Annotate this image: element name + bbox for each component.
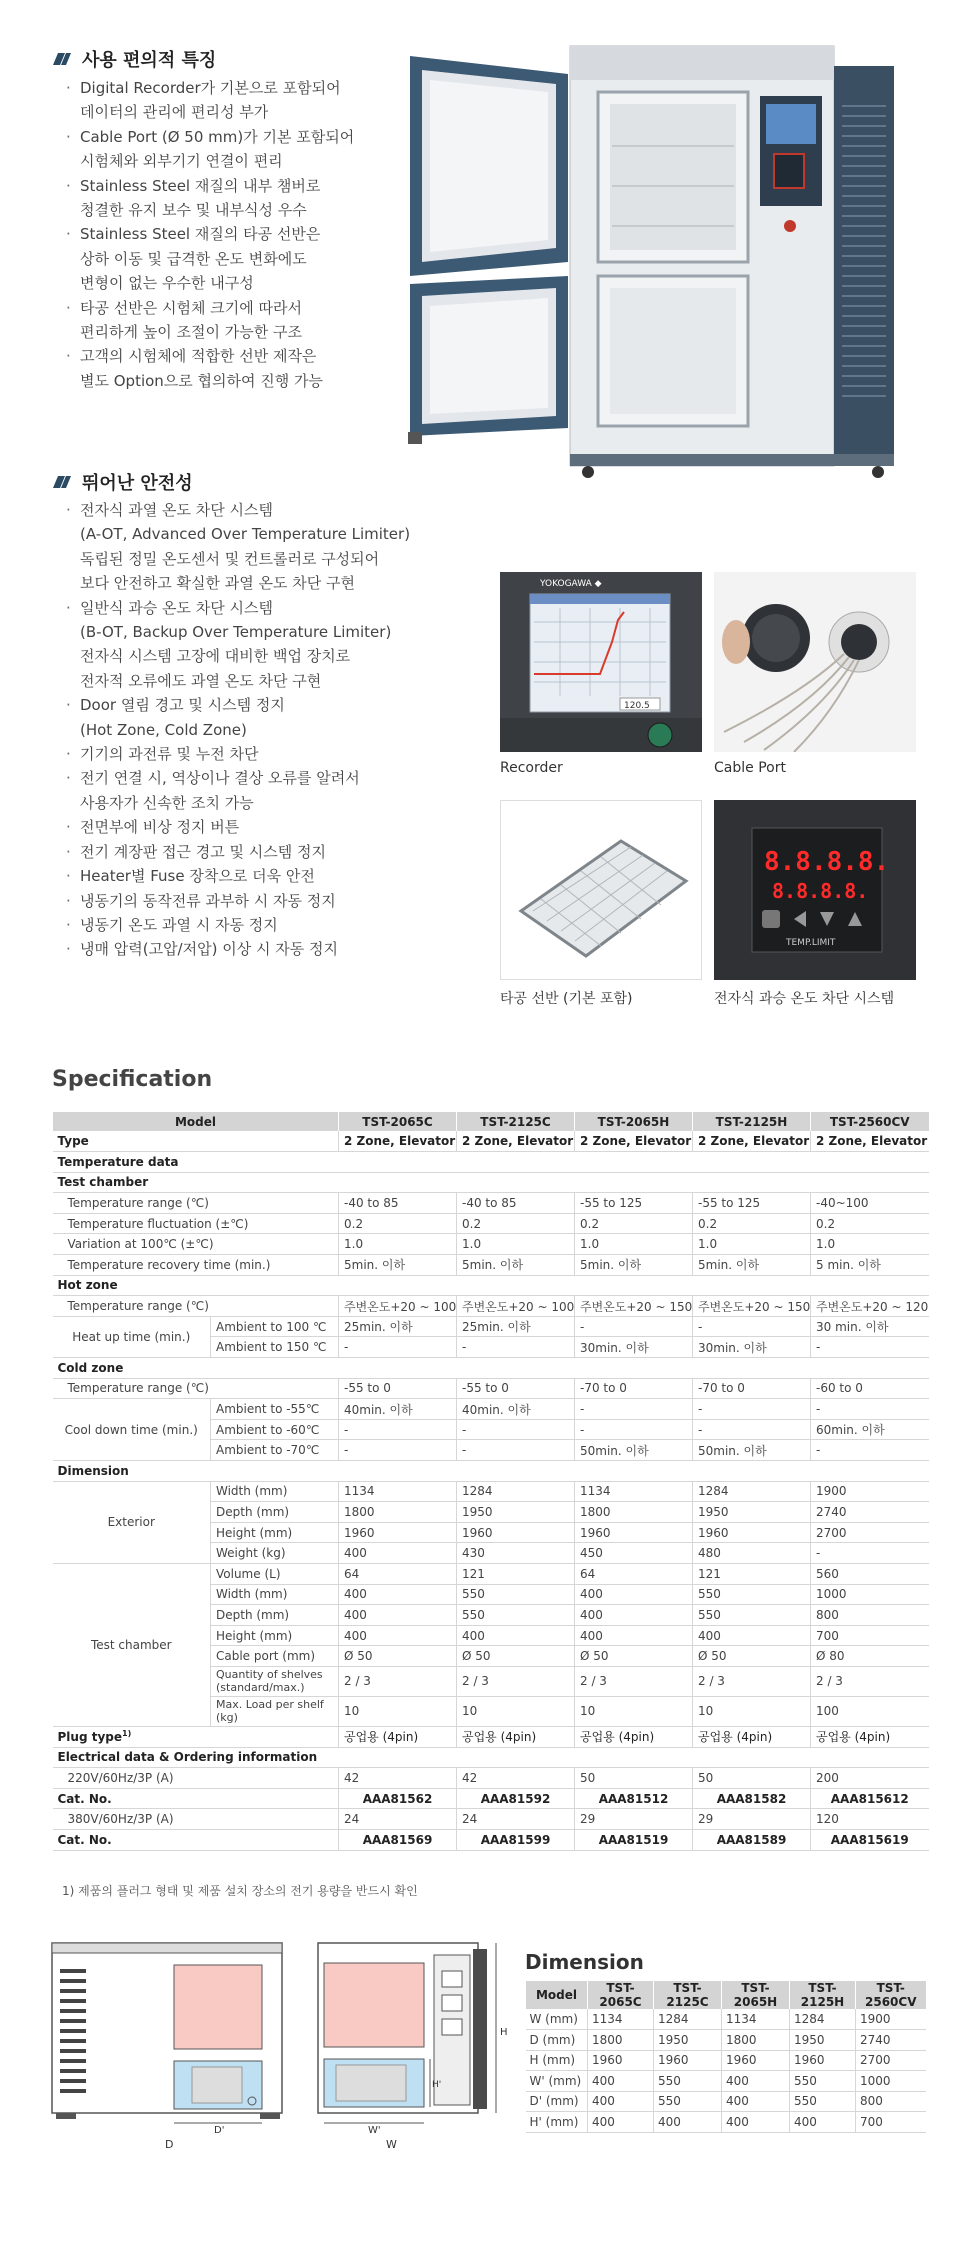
table-cell: AAA81512 [575,1788,693,1809]
list-item: · 일반식 과승 온도 차단 시스템 (B-OT, Backup Over Temperature Limiter) 전자식 시스템 고장에 대비한 백업 장치로 전자적 오류에도 과열 온도 차단 구현 [64,596,504,694]
table-cell: -70 to 0 [575,1378,693,1399]
table-cell: 1284 [790,2009,856,2030]
spec-header-row: Model TST-2065C TST-2125C TST-2065H TST-2125H TST-2560CV [53,1112,929,1131]
table-cell: 0.2 [693,1213,811,1234]
row-label: 220V/60Hz/3P (A) [53,1768,339,1789]
table-cell: 1960 [575,1522,693,1543]
row-label: Ambient to 100 ℃ [211,1316,339,1337]
table-cell: 400 [588,2071,654,2092]
table-cell: AAA815619 [811,1829,929,1850]
table-cell: 400 [575,1605,693,1626]
row-group-label: Heat up time (min.) [53,1316,211,1357]
table-cell: 550 [457,1584,575,1605]
table-cell: 400 [575,1625,693,1646]
table-cell: - [575,1316,693,1337]
row-label [53,1726,339,1747]
table-row [53,1829,929,1850]
row-label: Ambient to -60℃ [211,1419,339,1440]
row-label: Type [53,1131,339,1152]
table-cell: -55 to 0 [457,1378,575,1399]
table-cell: 30min. 이하 [575,1337,693,1358]
table-cell: 1.0 [693,1234,811,1255]
table-cell: - [457,1419,575,1440]
row-label: Variation at 100℃ (±℃) [53,1234,339,1255]
table-cell: 2 Zone, Elevator [811,1131,929,1152]
table-cell: - [339,1419,457,1440]
row-label: W' (mm) [526,2071,588,2092]
table-row [53,1399,929,1420]
side-drawing [310,1935,510,2135]
table-row [53,1275,929,1296]
table-cell: 1800 [339,1502,457,1523]
table-cell: 1000 [811,1584,929,1605]
dim-label-d2: D' [214,2125,225,2135]
row-label: Cat. No. [53,1788,339,1809]
dim-label-w: W [386,2138,397,2151]
table-cell: 1284 [457,1481,575,1502]
recorder-value: 120.5 [624,701,650,711]
list-item: · 전기 연결 시, 역상이나 결상 오류를 알려서 사용자가 신속한 조치 가능 [64,766,504,815]
table-cell: - [811,1399,929,1420]
table-cell: 400 [457,1625,575,1646]
table-row [526,2091,926,2112]
features-list [64,76,404,393]
table-cell: 400 [588,2091,654,2112]
table-cell: 1960 [654,2050,722,2071]
table-cell: 550 [790,2071,856,2092]
table-cell: 1950 [654,2030,722,2051]
table-cell: 550 [693,1605,811,1626]
table-cell: Ø 50 [693,1646,811,1667]
dim-label-h2: H' [432,2080,442,2090]
table-cell: -40 to 85 [457,1193,575,1214]
table-cell: 400 [722,2112,790,2133]
table-cell: AAA81592 [457,1788,575,1809]
list-item: · Cable Port (Ø 50 mm)가 기본 포함되어 시험체와 외부기기 연결이 편리 [64,125,404,174]
table-cell: 400 [722,2071,790,2092]
table-row [526,2050,926,2071]
list-item: · 냉동기 온도 과열 시 자동 정지 [64,913,504,937]
row-label: W (mm) [526,2009,588,2030]
row-label: Volume (L) [211,1563,339,1584]
table-cell: 공업용 (4pin) [575,1726,693,1747]
table-cell: - [693,1419,811,1440]
table-cell: 400 [339,1605,457,1626]
table-cell: -70 to 0 [693,1378,811,1399]
table-cell: 1800 [575,1502,693,1523]
table-cell: 400 [339,1543,457,1564]
table-cell: 29 [693,1809,811,1830]
table-cell: 5min. 이하 [339,1255,457,1276]
table-cell: 100 [811,1696,929,1726]
table-cell: 2 / 3 [693,1666,811,1696]
table-cell: 1.0 [457,1234,575,1255]
table-cell: 400 [790,2112,856,2133]
table-cell: - [457,1440,575,1461]
table-cell: 550 [654,2071,722,2092]
row-label: Temperature range (℃) [53,1296,339,1317]
shelf-caption: 타공 선반 (기본 포함) [500,991,633,1007]
section-marker-icon [52,52,72,66]
table-cell: 42 [339,1768,457,1789]
table-cell: 2 / 3 [457,1666,575,1696]
table-cell: 700 [811,1625,929,1646]
group-heading: Hot zone [53,1275,929,1296]
table-cell: - [693,1399,811,1420]
list-item: · Digital Recorder가 기본으로 포함되어 데이터의 관리에 편리성 부가 [64,76,404,125]
table-row [53,1213,929,1234]
row-group-label: Exterior [53,1481,211,1563]
table-cell: 64 [575,1563,693,1584]
table-cell: Ø 50 [339,1646,457,1667]
table-row [53,1726,929,1747]
group-heading: Electrical data & Ordering information [53,1747,929,1768]
table-cell: 50 [693,1768,811,1789]
dim-label-w2: W' [368,2125,381,2135]
row-label: Temperature recovery time (min.) [53,1255,339,1276]
table-cell: 1960 [339,1522,457,1543]
table-cell: 2 Zone, Elevator [575,1131,693,1152]
cableport-caption: Cable Port [714,760,786,776]
dim-label-h: H [500,2027,508,2038]
row-label: Cat. No. [53,1829,339,1850]
table-cell: 1900 [811,1481,929,1502]
row-label: Temperature fluctuation (±℃) [53,1213,339,1234]
table-cell: - [811,1543,929,1564]
table-cell: 1800 [722,2030,790,2051]
table-cell: 2 Zone, Elevator [339,1131,457,1152]
table-cell: 1960 [588,2050,654,2071]
table-row [53,1378,929,1399]
cableport-photo [714,572,916,752]
dim-header-row: Model TST-2065C TST-2125C TST-2065H TST-2125H TST-2560CV [526,1981,926,2009]
table-cell: 24 [457,1809,575,1830]
row-label: Width (mm) [211,1481,339,1502]
table-cell: 1960 [693,1522,811,1543]
list-item: · 냉동기의 동작전류 과부하 시 자동 정지 [64,889,504,913]
row-label: Width (mm) [211,1584,339,1605]
row-label: Ambient to -55℃ [211,1399,339,1420]
table-cell: 1134 [588,2009,654,2030]
table-cell: 550 [790,2091,856,2112]
table-cell: 공업용 (4pin) [339,1726,457,1747]
table-cell: 2700 [811,1522,929,1543]
chamber-photo [398,36,918,484]
group-heading: Cold zone [53,1358,929,1379]
row-label: Temperature range (℃) [53,1193,339,1214]
table-cell: 400 [693,1625,811,1646]
table-cell: -55 to 0 [339,1378,457,1399]
table-cell: 64 [339,1563,457,1584]
row-group-label: Test chamber [53,1563,211,1726]
table-cell: 40min. 이하 [457,1399,575,1420]
table-cell: 550 [654,2091,722,2112]
limiter-caption: 전자식 과승 온도 차단 시스템 [714,991,895,1007]
table-cell: 42 [457,1768,575,1789]
list-item: · 전자식 과열 온도 차단 시스템 (A-OT, Advanced Over Temperature Limiter) 독립된 정밀 온도센서 및 컨트롤러로 구성되어 보다 안전하고 확실한 과열 온도 차단 구현 [64,498,504,596]
row-label: Max. Load per shelf (kg) [211,1696,339,1726]
table-cell: 2700 [856,2050,926,2071]
plug-label: Plug type [57,1730,123,1745]
table-cell: 10 [457,1696,575,1726]
table-cell: 40min. 이하 [339,1399,457,1420]
table-cell: AAA81562 [339,1788,457,1809]
row-label: Ambient to -70℃ [211,1440,339,1461]
table-cell: 30 min. 이하 [811,1316,929,1337]
table-cell: - [811,1440,929,1461]
table-cell: 주변온도+20 ~ 150 [575,1296,693,1317]
table-row [526,2009,926,2030]
table-cell: - [339,1440,457,1461]
plug-footnote-marker: 1) [122,1729,132,1739]
table-row [53,1481,929,1502]
table-cell: 0.2 [339,1213,457,1234]
table-cell: 주변온도+20 ~ 100 [457,1296,575,1317]
group-heading: Temperature data [53,1152,929,1173]
table-row [53,1788,929,1809]
table-cell: -40~100 [811,1193,929,1214]
recorder-photo [500,572,702,752]
table-cell: 1000 [856,2071,926,2092]
table-cell: - [339,1337,457,1358]
table-cell: 400 [339,1625,457,1646]
table-cell: 1284 [693,1481,811,1502]
table-row [53,1255,929,1276]
safety-list [64,498,504,962]
table-cell: 5min. 이하 [457,1255,575,1276]
table-cell: 1950 [693,1502,811,1523]
list-item: · 타공 선반은 시험체 크기에 따라서 편리하게 높이 조절이 가능한 구조 [64,296,404,345]
table-cell: 2 / 3 [811,1666,929,1696]
table-row [526,2071,926,2092]
table-cell: 1960 [790,2050,856,2071]
table-cell: -40 to 85 [339,1193,457,1214]
table-cell: 400 [575,1584,693,1605]
table-cell: 560 [811,1563,929,1584]
row-label: Weight (kg) [211,1543,339,1564]
group-heading: Dimension [53,1461,929,1482]
row-label: D' (mm) [526,2091,588,2112]
row-label: 380V/60Hz/3P (A) [53,1809,339,1830]
section-marker-icon [52,475,72,489]
table-cell: 0.2 [457,1213,575,1234]
list-item: · 전면부에 비상 정지 버튼 [64,815,504,839]
features-title: 사용 편의적 특징 [52,46,216,72]
table-cell: AAA815612 [811,1788,929,1809]
table-cell: -55 to 125 [575,1193,693,1214]
table-row [53,1193,929,1214]
row-label: Temperature range (℃) [53,1378,339,1399]
list-item: · 고객의 시험체에 적합한 선반 제작은 별도 Option으로 협의하여 진행 가능 [64,344,404,393]
limiter-label: TEMP.LIMIT [786,938,836,948]
table-row [53,1768,929,1789]
safety-title: 뛰어난 안전성 [52,469,193,495]
table-cell: 10 [339,1696,457,1726]
table-cell: 1960 [457,1522,575,1543]
row-label: Cable port (mm) [211,1646,339,1667]
table-cell: 800 [811,1605,929,1626]
table-cell: 10 [693,1696,811,1726]
table-cell: 120 [811,1809,929,1830]
dimension-title: Dimension [525,1950,644,1974]
table-row [53,1747,929,1768]
table-cell: 주변온도+20 ~ 120 [811,1296,929,1317]
table-cell: 121 [457,1563,575,1584]
table-cell: 121 [693,1563,811,1584]
list-item: · Heater별 Fuse 장착으로 더욱 안전 [64,864,504,888]
table-cell: 60min. 이하 [811,1419,929,1440]
list-item: · Door 열림 경고 및 시스템 정지 (Hot Zone, Cold Zone) [64,693,504,742]
table-cell: 700 [856,2112,926,2133]
table-cell: 400 [654,2112,722,2133]
row-label: Depth (mm) [211,1502,339,1523]
table-cell: AAA81519 [575,1829,693,1850]
table-row [53,1461,929,1482]
table-row [526,2030,926,2051]
limiter-display-2: 8.8.8.8. [772,879,869,903]
row-label: D (mm) [526,2030,588,2051]
row-group-label: Cool down time (min.) [53,1399,211,1461]
list-item: · Stainless Steel 재질의 내부 챔버로 청결한 유지 보수 및 내부식성 우수 [64,174,404,223]
table-cell: 1800 [588,2030,654,2051]
table-cell: - [457,1337,575,1358]
row-label: Height (mm) [211,1522,339,1543]
table-cell: 550 [457,1605,575,1626]
list-item: · Stainless Steel 재질의 타공 선반은 상하 이동 및 급격한 온도 변화에도 변형이 없는 우수한 내구성 [64,222,404,295]
table-cell: 0.2 [811,1213,929,1234]
table-cell: 1.0 [575,1234,693,1255]
table-cell: 2 / 3 [575,1666,693,1696]
spec-footnote: 1) 제품의 플러그 형태 및 제품 설치 장소의 전기 용량을 반드시 확인 [62,1884,418,1898]
table-cell: 50min. 이하 [693,1440,811,1461]
list-item: · 전기 계장판 접근 경고 및 시스템 정지 [64,840,504,864]
table-row [53,1172,929,1193]
table-cell: 1.0 [339,1234,457,1255]
table-cell: 2740 [856,2030,926,2051]
table-cell: -60 to 0 [811,1378,929,1399]
table-cell: 1900 [856,2009,926,2030]
spec-title: Specification [52,1067,213,1092]
table-cell: 2 / 3 [339,1666,457,1696]
table-cell: 1950 [457,1502,575,1523]
table-cell: 400 [588,2112,654,2133]
table-cell: 30min. 이하 [693,1337,811,1358]
table-cell: 24 [339,1809,457,1830]
table-row [53,1358,929,1379]
table-cell: Ø 50 [457,1646,575,1667]
table-cell: - [575,1419,693,1440]
table-cell: - [693,1316,811,1337]
row-label: H (mm) [526,2050,588,2071]
table-row [53,1296,929,1317]
table-cell: 430 [457,1543,575,1564]
table-cell: 공업용 (4pin) [693,1726,811,1747]
table-row [53,1234,929,1255]
table-cell: 200 [811,1768,929,1789]
table-row [53,1316,929,1337]
dim-label-d: D [165,2138,174,2151]
table-row [53,1131,929,1152]
table-cell: 1950 [790,2030,856,2051]
recorder-brand: YOKOGAWA ◆ [540,579,602,589]
table-cell: 1960 [722,2050,790,2071]
table-cell: 29 [575,1809,693,1830]
row-label: Quantity of shelves (standard/max.) [211,1666,339,1696]
table-row [53,1809,929,1830]
table-row [526,2112,926,2133]
limiter-photo [714,800,916,980]
table-cell: 1134 [339,1481,457,1502]
table-cell: 5min. 이하 [693,1255,811,1276]
row-label: H' (mm) [526,2112,588,2133]
table-cell: AAA81589 [693,1829,811,1850]
group-heading: Test chamber [53,1172,929,1193]
table-cell: 주변온도+20 ~ 150 [693,1296,811,1317]
table-cell: 480 [693,1543,811,1564]
table-cell: -55 to 125 [693,1193,811,1214]
shelf-photo [500,800,702,980]
row-label: Depth (mm) [211,1605,339,1626]
table-row [53,1152,929,1173]
row-label: Ambient to 150 ℃ [211,1337,339,1358]
table-cell: - [811,1337,929,1358]
list-item: · 냉매 압력(고압/저압) 이상 시 자동 정지 [64,937,504,961]
recorder-caption: Recorder [500,760,563,776]
front-drawing [46,1935,306,2135]
table-cell: 1.0 [811,1234,929,1255]
table-cell: 5 min. 이하 [811,1255,929,1276]
table-cell: 1284 [654,2009,722,2030]
table-cell: 50min. 이하 [575,1440,693,1461]
limiter-display-1: 8.8.8.8. [764,847,890,877]
table-cell: 400 [339,1584,457,1605]
table-cell: 25min. 이하 [339,1316,457,1337]
table-cell: 400 [722,2091,790,2112]
table-cell: 550 [693,1584,811,1605]
dimension-table [525,1981,926,2133]
table-cell: 2 Zone, Elevator [457,1131,575,1152]
table-cell: - [575,1399,693,1420]
table-cell: 공업용 (4pin) [457,1726,575,1747]
spec-table [52,1112,929,1851]
table-row [53,1563,929,1584]
table-cell: 0.2 [575,1213,693,1234]
table-cell: 450 [575,1543,693,1564]
row-label: Height (mm) [211,1625,339,1646]
table-cell: 2740 [811,1502,929,1523]
table-cell: AAA81599 [457,1829,575,1850]
table-cell: 2 Zone, Elevator [693,1131,811,1152]
table-cell: 800 [856,2091,926,2112]
list-item: · 기기의 과전류 및 누전 차단 [64,742,504,766]
table-cell: 25min. 이하 [457,1316,575,1337]
table-cell: AAA81569 [339,1829,457,1850]
table-cell: 1134 [722,2009,790,2030]
table-cell: 1134 [575,1481,693,1502]
table-cell: 10 [575,1696,693,1726]
table-cell: AAA81582 [693,1788,811,1809]
table-cell: 50 [575,1768,693,1789]
table-cell: 5min. 이하 [575,1255,693,1276]
table-cell: Ø 80 [811,1646,929,1667]
table-cell: 공업용 (4pin) [811,1726,929,1747]
table-cell: Ø 50 [575,1646,693,1667]
table-cell: 주변온도+20 ~ 100 [339,1296,457,1317]
